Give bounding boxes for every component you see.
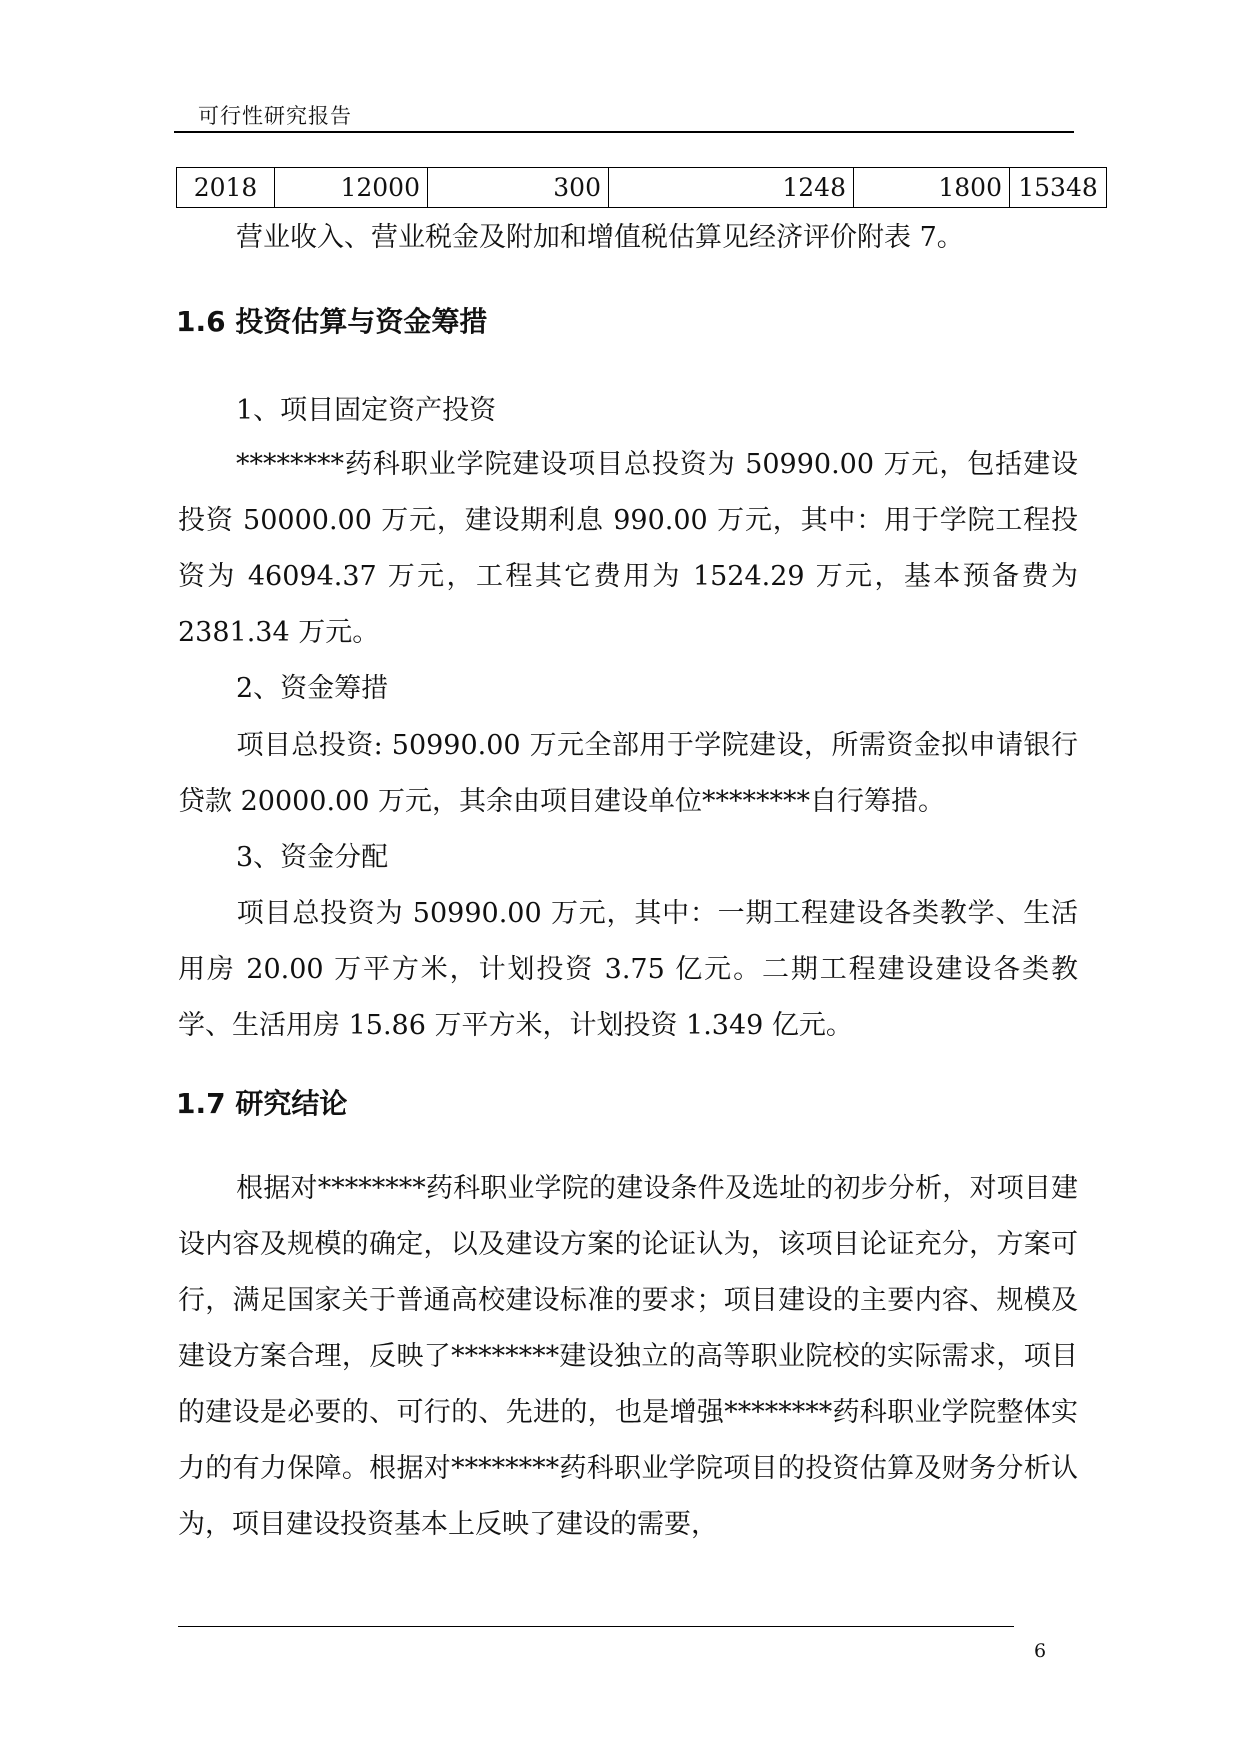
table-note-paragraph (178, 210, 1078, 266)
page-number: 6 (1034, 1640, 1047, 1662)
table-cell-year: 2018 (177, 168, 275, 208)
subheading-financing (178, 661, 1078, 717)
footer-divider (178, 1626, 1014, 1627)
paragraph-text: 项目总投资: 50990.00 万元全部用于学院建设，所需资金拟申请银行贷款 20000.00 万元，其余由项目建设单位********自行筹措。 (178, 730, 1078, 817)
paragraph-text: ********药科职业学院建设项目总投资为 50990.00 万元，包括建设投资 50000.00 万元，建设期利息 990.00 万元，其中：用于学院工程投资为 46094.37 万元，工程其它费用为 1524.29 万元，基本预备费为 2381.34 万元。 (178, 449, 1078, 648)
conclusion-paragraph (178, 1161, 1078, 1553)
allocation-paragraph (178, 886, 1078, 1054)
subheading-text: 2、资金筹措 (236, 673, 389, 704)
revenue-table-fragment (176, 167, 1107, 208)
header-divider (174, 131, 1074, 133)
paragraph-text: 项目总投资为 50990.00 万元，其中：一期工程建设各类教学、生活用房 20.00 万平方米，计划投资 3.75 亿元。二期工程建设建设各类教学、生活用房 15.86 万平方米，计划投资 1.349 亿元。 (178, 898, 1078, 1041)
section-heading-1-7: 1.7 研究结论 (176, 1087, 348, 1120)
table-row (177, 168, 1107, 208)
section-heading-1-6: 1.6 投资估算与资金筹措 (176, 305, 488, 338)
subheading-fixed-investment (178, 383, 1078, 439)
subheading-text: 3、资金分配 (236, 842, 389, 873)
subheading-allocation (178, 830, 1078, 886)
table-cell-total: 15348 (1010, 168, 1107, 208)
fixed-investment-paragraph (178, 437, 1078, 661)
table-note-text: 营业收入、营业税金及附加和增值税估算见经济评价附表 7。 (236, 222, 964, 253)
subheading-text: 1、项目固定资产投资 (236, 395, 497, 426)
table-cell: 1800 (854, 168, 1010, 208)
paragraph-text: 根据对********药科职业学院的建设条件及选址的初步分析，对项目建设内容及规模的确定，以及建设方案的论证认为，该项目论证充分，方案可行，满足国家关于普通高校建设标准的要求；项目建设的主要内容、规模及建设方案合理，反映了********建设独立的高等职业院校的实际需求，项目的建设是必要的、可行的、先进的，也是增强********药科职业学院整体实力的有力保障。根据对********药科职业学院项目的投资估算及财务分析认为，项目建设投资基本上反映了建设的需要， (178, 1173, 1078, 1540)
financing-paragraph (178, 718, 1078, 830)
table-cell: 300 (428, 168, 609, 208)
table-cell: 12000 (275, 168, 428, 208)
table-cell: 1248 (609, 168, 854, 208)
running-header: 可行性研究报告 (198, 104, 352, 128)
